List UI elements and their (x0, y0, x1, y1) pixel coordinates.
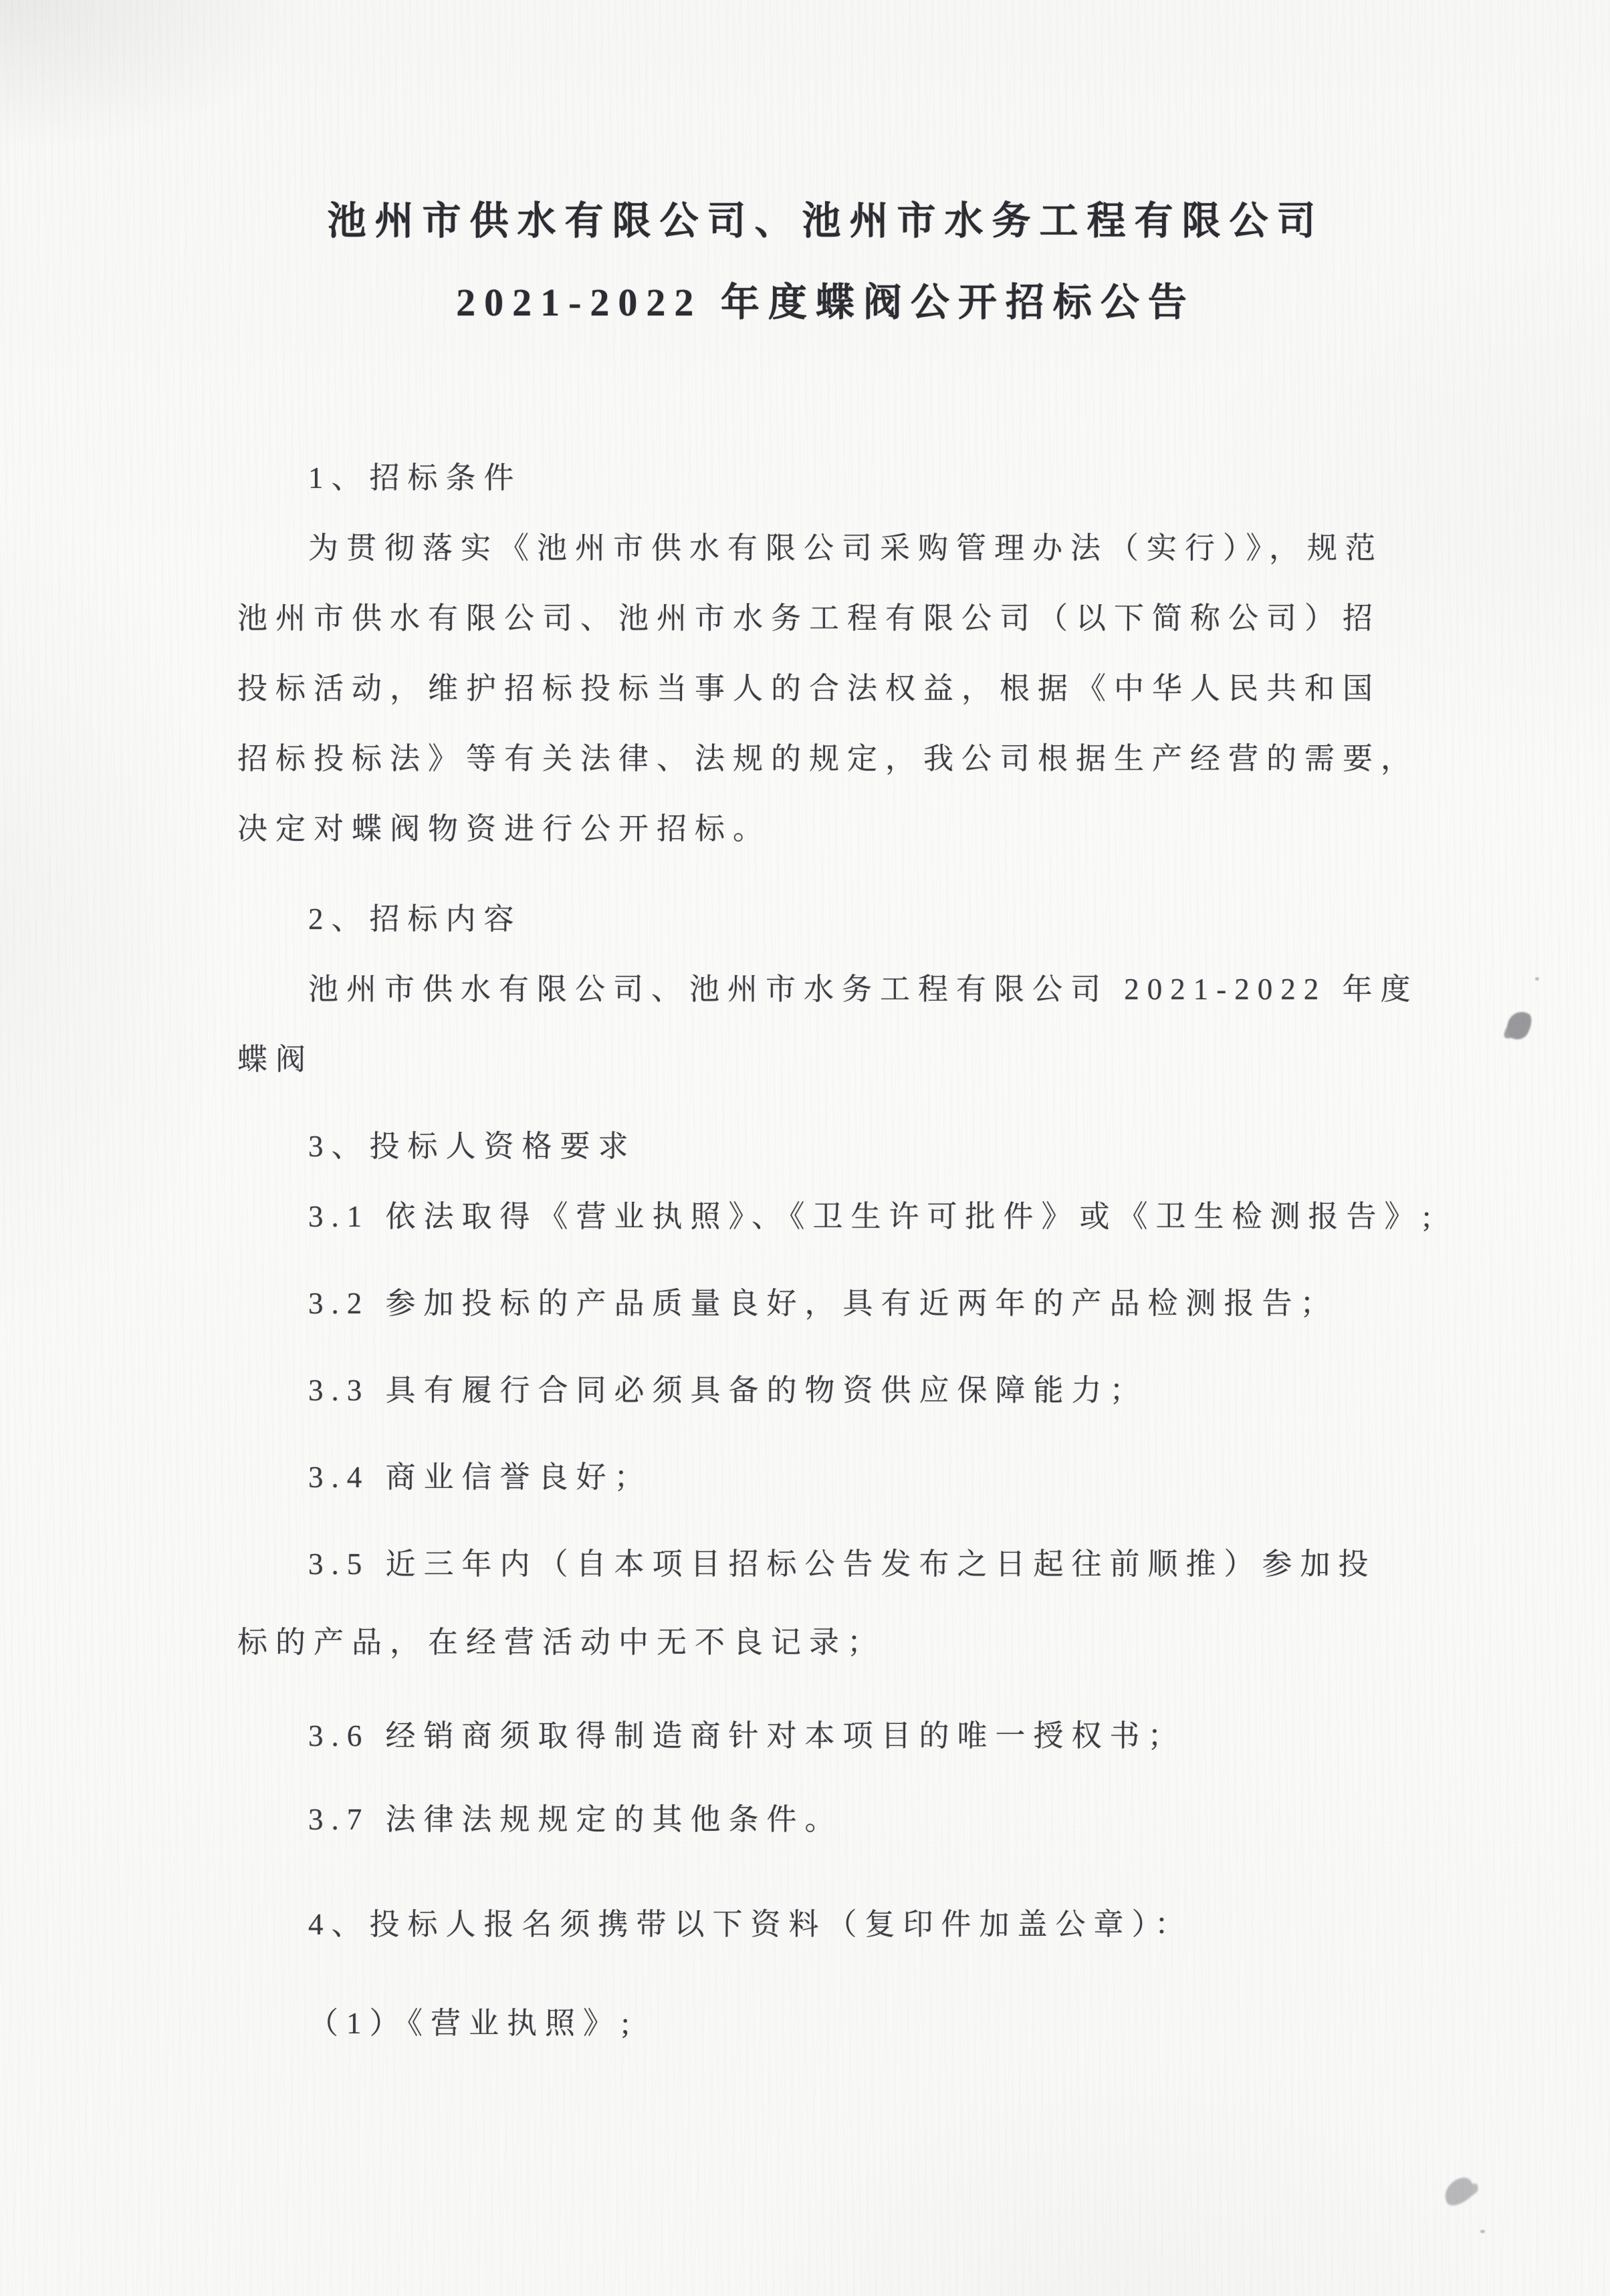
doc-line: 为贯彻落实《池州市供水有限公司采购管理办法（实行）》，规范 (308, 531, 1384, 565)
doc-line: 3、投标人资格要求 (308, 1130, 637, 1163)
doc-line: 3.6 经销商须取得制造商针对本项目的唯一授权书； (308, 1719, 1186, 1753)
doc-line: 决定对蝶阀物资进行公开招标。 (237, 812, 772, 846)
doc-line: 池州市供水有限公司、池州市水务工程有限公司 2021-2022 年度 (308, 973, 1419, 1006)
doc-line: 池州市供水有限公司、池州市水务工程有限公司（以下简称公司）招 (237, 602, 1381, 635)
ink-speck (1535, 977, 1539, 981)
document-title-line1: 池州市供水有限公司、池州市水务工程有限公司 (327, 199, 1325, 243)
ink-smudge (1502, 1007, 1536, 1044)
doc-line: 招标投标法》等有关法律、法规的规定，我公司根据生产经营的需要， (237, 742, 1419, 775)
doc-line: 蝶阀 (237, 1043, 314, 1076)
doc-line: 3.2 参加投标的产品质量良好，具有近两年的产品检测报告； (308, 1287, 1339, 1320)
document-title-line2: 2021-2022 年度蝶阀公开招标公告 (456, 281, 1195, 324)
doc-line: 3.1 依法取得《营业执照》、《卫生许可批件》或《卫生检测报告》; (308, 1200, 1440, 1233)
doc-line: 1、招标条件 (308, 461, 522, 495)
doc-line: （1）《营业执照》; (308, 2007, 638, 2040)
doc-line: 3.5 近三年内（自本项目招标公告发布之日起往前顺推）参加投 (308, 1547, 1377, 1581)
announcement-document (237, 0, 1440, 2059)
doc-line: 3.7 法律法规规定的其他条件。 (308, 1803, 843, 1836)
doc-line: 标的产品，在经营活动中无不良记录； (237, 1626, 886, 1659)
doc-line: 4、投标人报名须携带以下资料（复印件加盖公章）： (308, 1908, 1193, 1941)
doc-line: 3.4 商业信誉良好； (308, 1460, 653, 1494)
doc-line: 2、招标内容 (308, 902, 522, 936)
doc-line: 投标活动，维护招标投标当事人的合法权益，根据《中华人民共和国 (237, 672, 1381, 705)
document-body (237, 443, 1440, 2059)
ink-speck (1480, 2230, 1485, 2233)
doc-line: 3.3 具有履行合同必须具备的物资供应保障能力； (308, 1374, 1148, 1407)
ink-smudge (1440, 2173, 1479, 2210)
document-title (237, 180, 1414, 344)
